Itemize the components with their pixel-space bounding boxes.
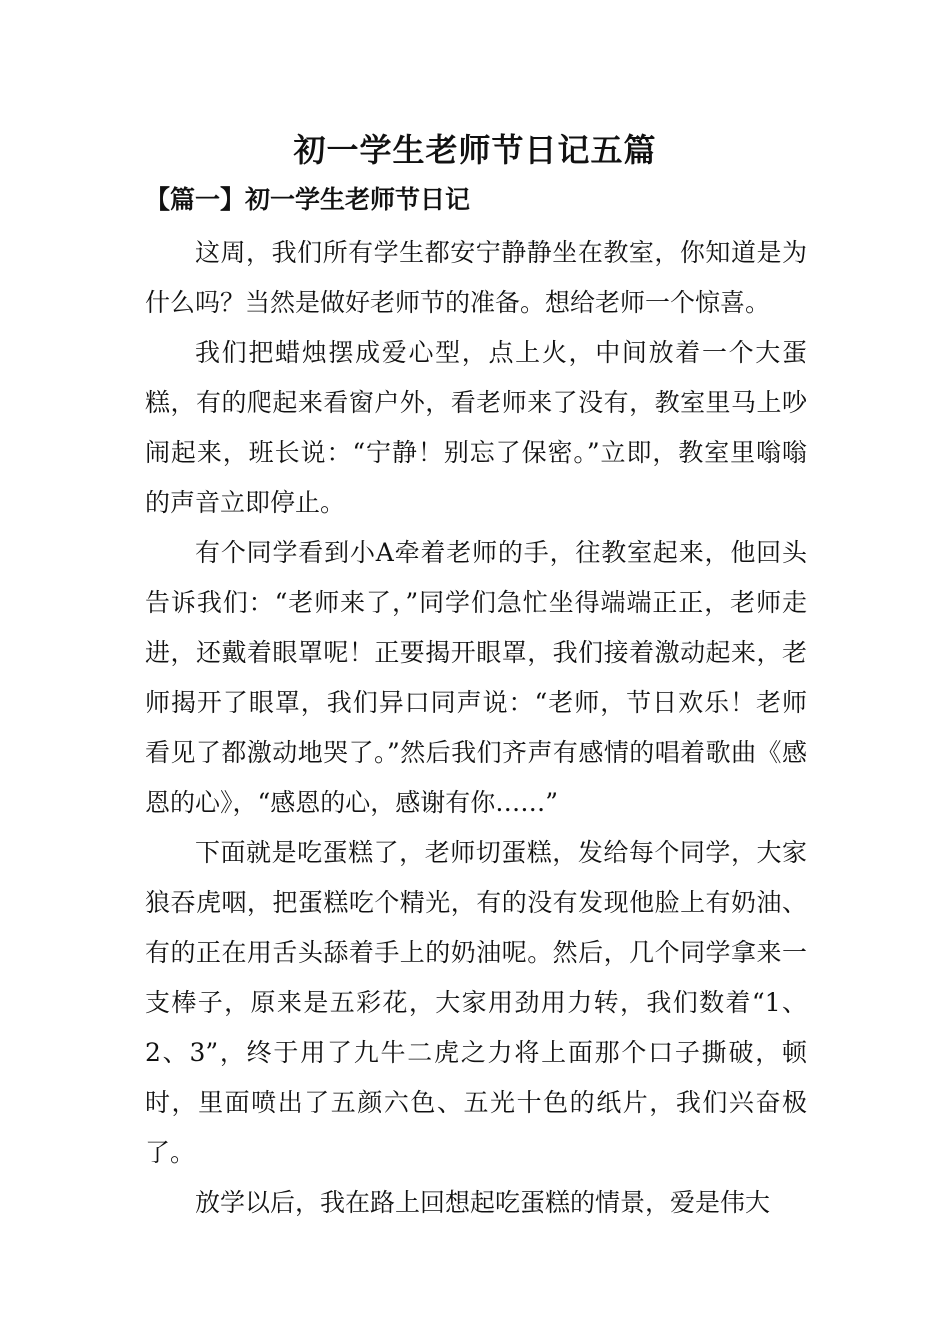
paragraph-4: 下面就是吃蛋糕了，老师切蛋糕，发给每个同学，大家狼吞虎咽，把蛋糕吃个精光，有的没有发现他脸上有奶油、有的正在用舌头舔着手上的奶油呢。然后，几个同学拿来一支棒子，原来是五彩花，大家用劲用力转，我们数着“1、2、3”，终于用了九牛二虎之力将上面那个口子撕破，顿时，里面喷出了五颜六色、五光十色的纸片，我们兴奋极了。 [145, 838, 807, 1167]
paragraph-1: 这周，我们所有学生都安宁静静坐在教室，你知道是为什么吗？当然是做好老师节的准备。想给老师一个惊喜。 [145, 238, 807, 317]
paragraph-2: 我们把蜡烛摆成爱心型，点上火，中间放着一个大蛋糕，有的爬起来看窗户外，看老师来了没有，教室里马上吵闹起来，班长说：“宁静！别忘了保密。”立即，教室里嗡嗡的声音立即停止。 [145, 338, 807, 517]
paragraph-5: 放学以后，我在路上回想起吃蛋糕的情景，爱是伟大 [195, 1188, 771, 1217]
document-title: 初一学生老师节日记五篇 [293, 131, 657, 169]
paragraph-3: 有个同学看到小A牵着老师的手，往教室起来，他回头告诉我们：“老师来了，”同学们急忙坐得端端正正，老师走进，还戴着眼罩呢！正要揭开眼罩，我们接着激动起来，老师揭开了眼罩，我们异口同声说：“老师，节日欢乐！老师看见了都激动地哭了。”然后我们齐声有感情的唱着歌曲《感恩的心》，“感恩的心，感谢有你……” [145, 538, 807, 817]
section-heading: 【篇一】初一学生老师节日记 [145, 185, 471, 214]
document-body [145, 228, 807, 1228]
